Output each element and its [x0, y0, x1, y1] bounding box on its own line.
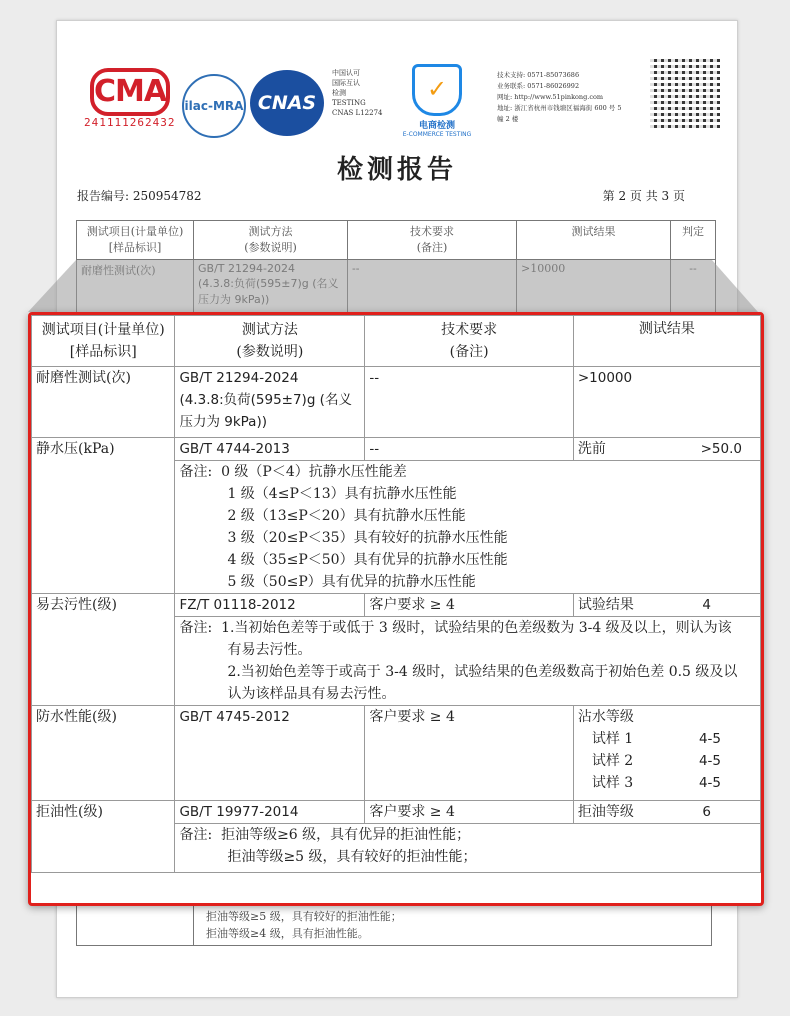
note-line: 有易去污性。	[227, 642, 312, 658]
table-row	[32, 706, 761, 801]
note-line: 拒油等级≥5 级，具有较好的拒油性能；	[206, 910, 402, 923]
item-cell: 静水压(kPa)	[32, 438, 175, 594]
header-cell: 测试方法 (参数说明)	[194, 221, 348, 260]
header-text: 测试结果	[638, 321, 695, 337]
certification-logos	[82, 56, 722, 136]
cma-mark: CMA	[90, 68, 170, 116]
contact-line: 业务联系: 0571-86026992	[497, 82, 580, 90]
header-cell: 技术要求 (备注)	[348, 221, 517, 260]
note-cell	[175, 461, 761, 594]
header-cell: 测试结果	[517, 221, 671, 260]
table-row	[32, 801, 761, 824]
zoomed-results-table	[31, 315, 761, 873]
contact-line: 地址: 浙江省杭州市钱塘区福海街 600 号 5	[497, 104, 622, 112]
magnified-table	[28, 312, 764, 906]
table-header-row	[32, 316, 761, 367]
header-text: 测试项目(计量单位)	[41, 322, 165, 338]
header-text: [样品标识]	[69, 344, 137, 360]
cnas-line: 检测	[332, 89, 346, 97]
note-line: 2.当初始色差等于或高于 3-4 级时，试验结果的色差级数高于初始色差 0.5 级及以	[227, 664, 738, 680]
cma-logo	[84, 68, 176, 129]
ecom-subtitle: E-COMMERCE TESTING	[402, 131, 472, 138]
note-line: 4 级（35≤P＜50）具有优异的抗静水压性能	[227, 552, 508, 568]
sample-name: 试样 2	[591, 753, 634, 769]
sample-value: 4-5	[698, 753, 721, 769]
result-value: >50.0	[700, 441, 742, 457]
method-cell: GB/T 4745-2012	[175, 706, 365, 801]
item-cell: 防水性能(级)	[32, 706, 175, 801]
header-requirement	[365, 316, 574, 367]
result-cell	[573, 706, 760, 801]
item-cell: 耐磨性测试(次)	[32, 367, 175, 438]
requirement-cell: 客户要求 ≥ 4	[365, 801, 574, 824]
note-line: 3 级（20≤P＜35）具有较好的抗静水压性能	[227, 530, 508, 546]
item-cell: 易去污性(级)	[32, 594, 175, 706]
note-line: 拒油等级≥5 级，具有较好的拒油性能；	[227, 849, 477, 865]
table-row	[32, 367, 761, 438]
contact-info	[497, 70, 657, 125]
table-row	[32, 594, 761, 617]
note-line: 拒油等级≥4 级，具有拒油性能。	[206, 927, 369, 940]
note-line: 0 级（P＜4）抗静水压性能差	[221, 464, 407, 480]
method-line: 压力为 9kPa))	[179, 414, 267, 430]
page-number: 第 2 页 共 3 页	[602, 189, 685, 203]
header-item	[32, 316, 175, 367]
result-cell: >10000	[573, 367, 760, 438]
note-cell	[175, 824, 761, 873]
sample-value: 4-5	[698, 731, 721, 747]
sample-row	[578, 750, 756, 772]
sample-row	[578, 772, 756, 794]
result-label: 洗前	[577, 441, 606, 457]
magnifier-funnel	[0, 260, 790, 320]
table-header-row	[77, 221, 716, 260]
result-label: 拒油等级	[577, 804, 634, 820]
cma-number: 241111262432	[84, 116, 176, 129]
header-cell: 测试项目(计量单位) [样品标识]	[77, 221, 194, 260]
report-title: 检测报告	[336, 155, 457, 185]
result-value: 6	[702, 804, 711, 820]
method-cell: GB/T 4744-2013	[175, 438, 365, 461]
note-line: 认为该样品具有易去污性。	[227, 686, 396, 702]
note-label: 备注:	[179, 464, 213, 480]
result-value: 4	[702, 597, 711, 613]
contact-line: 网址: http://www.51pinkong.com	[497, 93, 604, 101]
header-text: 测试方法	[241, 322, 298, 338]
shield-check-icon: ✓	[412, 64, 462, 116]
ecom-title: 电商检测	[418, 121, 455, 131]
note-label: 备注:	[179, 620, 213, 636]
cnas-line: TESTING	[332, 99, 366, 107]
contact-line: 幢 2 楼	[497, 115, 519, 123]
item-cell: 拒油性(级)	[32, 801, 175, 873]
sample-row	[578, 728, 756, 750]
result-pair	[578, 438, 756, 460]
header-result	[573, 316, 760, 367]
header-text: (参数说明)	[236, 344, 304, 360]
note-line: 5 级（50≤P）具有优异的抗静水压性能	[227, 574, 476, 590]
result-pair	[578, 801, 756, 823]
cnas-line: 中国认可	[332, 69, 360, 77]
sample-name: 试样 1	[591, 731, 634, 747]
cnas-caption	[332, 68, 382, 118]
header-text: (备注)	[449, 344, 489, 360]
method-cell	[175, 367, 365, 438]
header-cell: 判定	[671, 221, 716, 260]
note-line: 2 级（13≤P＜20）具有抗静水压性能	[227, 508, 466, 524]
table-row	[32, 438, 761, 461]
note-line: 1.当初始色差等于或低于 3 级时，试验结果的色差级数为 3-4 级及以上，则认为该	[221, 620, 732, 636]
header-method	[175, 316, 365, 367]
header-text: 技术要求	[441, 322, 498, 338]
sample-value: 4-5	[698, 775, 721, 791]
method-line: (4.3.8:负荷(595±7)g (名义	[179, 392, 352, 408]
ecommerce-testing-logo	[402, 64, 472, 138]
note-line: 拒油等级≥6 级，具有优异的拒油性能；	[221, 827, 471, 843]
requirement-cell: --	[365, 438, 574, 461]
report-number: 报告编号: 250954782	[77, 189, 202, 203]
method-line: GB/T 21294-2024	[179, 370, 299, 386]
note-label: 备注:	[179, 827, 213, 843]
result-cell	[573, 594, 760, 617]
result-label: 沾水等级	[577, 709, 634, 725]
cnas-logo: CNAS	[250, 70, 324, 136]
qr-code-icon	[650, 56, 720, 128]
result-pair	[578, 594, 756, 616]
sample-name: 试样 3	[591, 775, 634, 791]
method-cell: GB/T 19977-2014	[175, 801, 365, 824]
contact-line: 技术支持: 0571-85073686	[497, 71, 580, 79]
requirement-cell: 客户要求 ≥ 4	[365, 706, 574, 801]
result-cell	[573, 438, 760, 461]
result-label: 试验结果	[577, 597, 634, 613]
result-cell	[573, 801, 760, 824]
note-cell	[175, 617, 761, 706]
requirement-cell: --	[365, 367, 574, 438]
requirement-cell: 客户要求 ≥ 4	[365, 594, 574, 617]
cnas-line: CNAS L12274	[332, 109, 383, 117]
note-line: 1 级（4≤P＜13）具有抗静水压性能	[227, 486, 457, 502]
cnas-line: 国际互认	[332, 79, 360, 87]
method-cell: FZ/T 01118-2012	[175, 594, 365, 617]
ilac-mra-logo: ilac-MRA	[182, 74, 246, 138]
